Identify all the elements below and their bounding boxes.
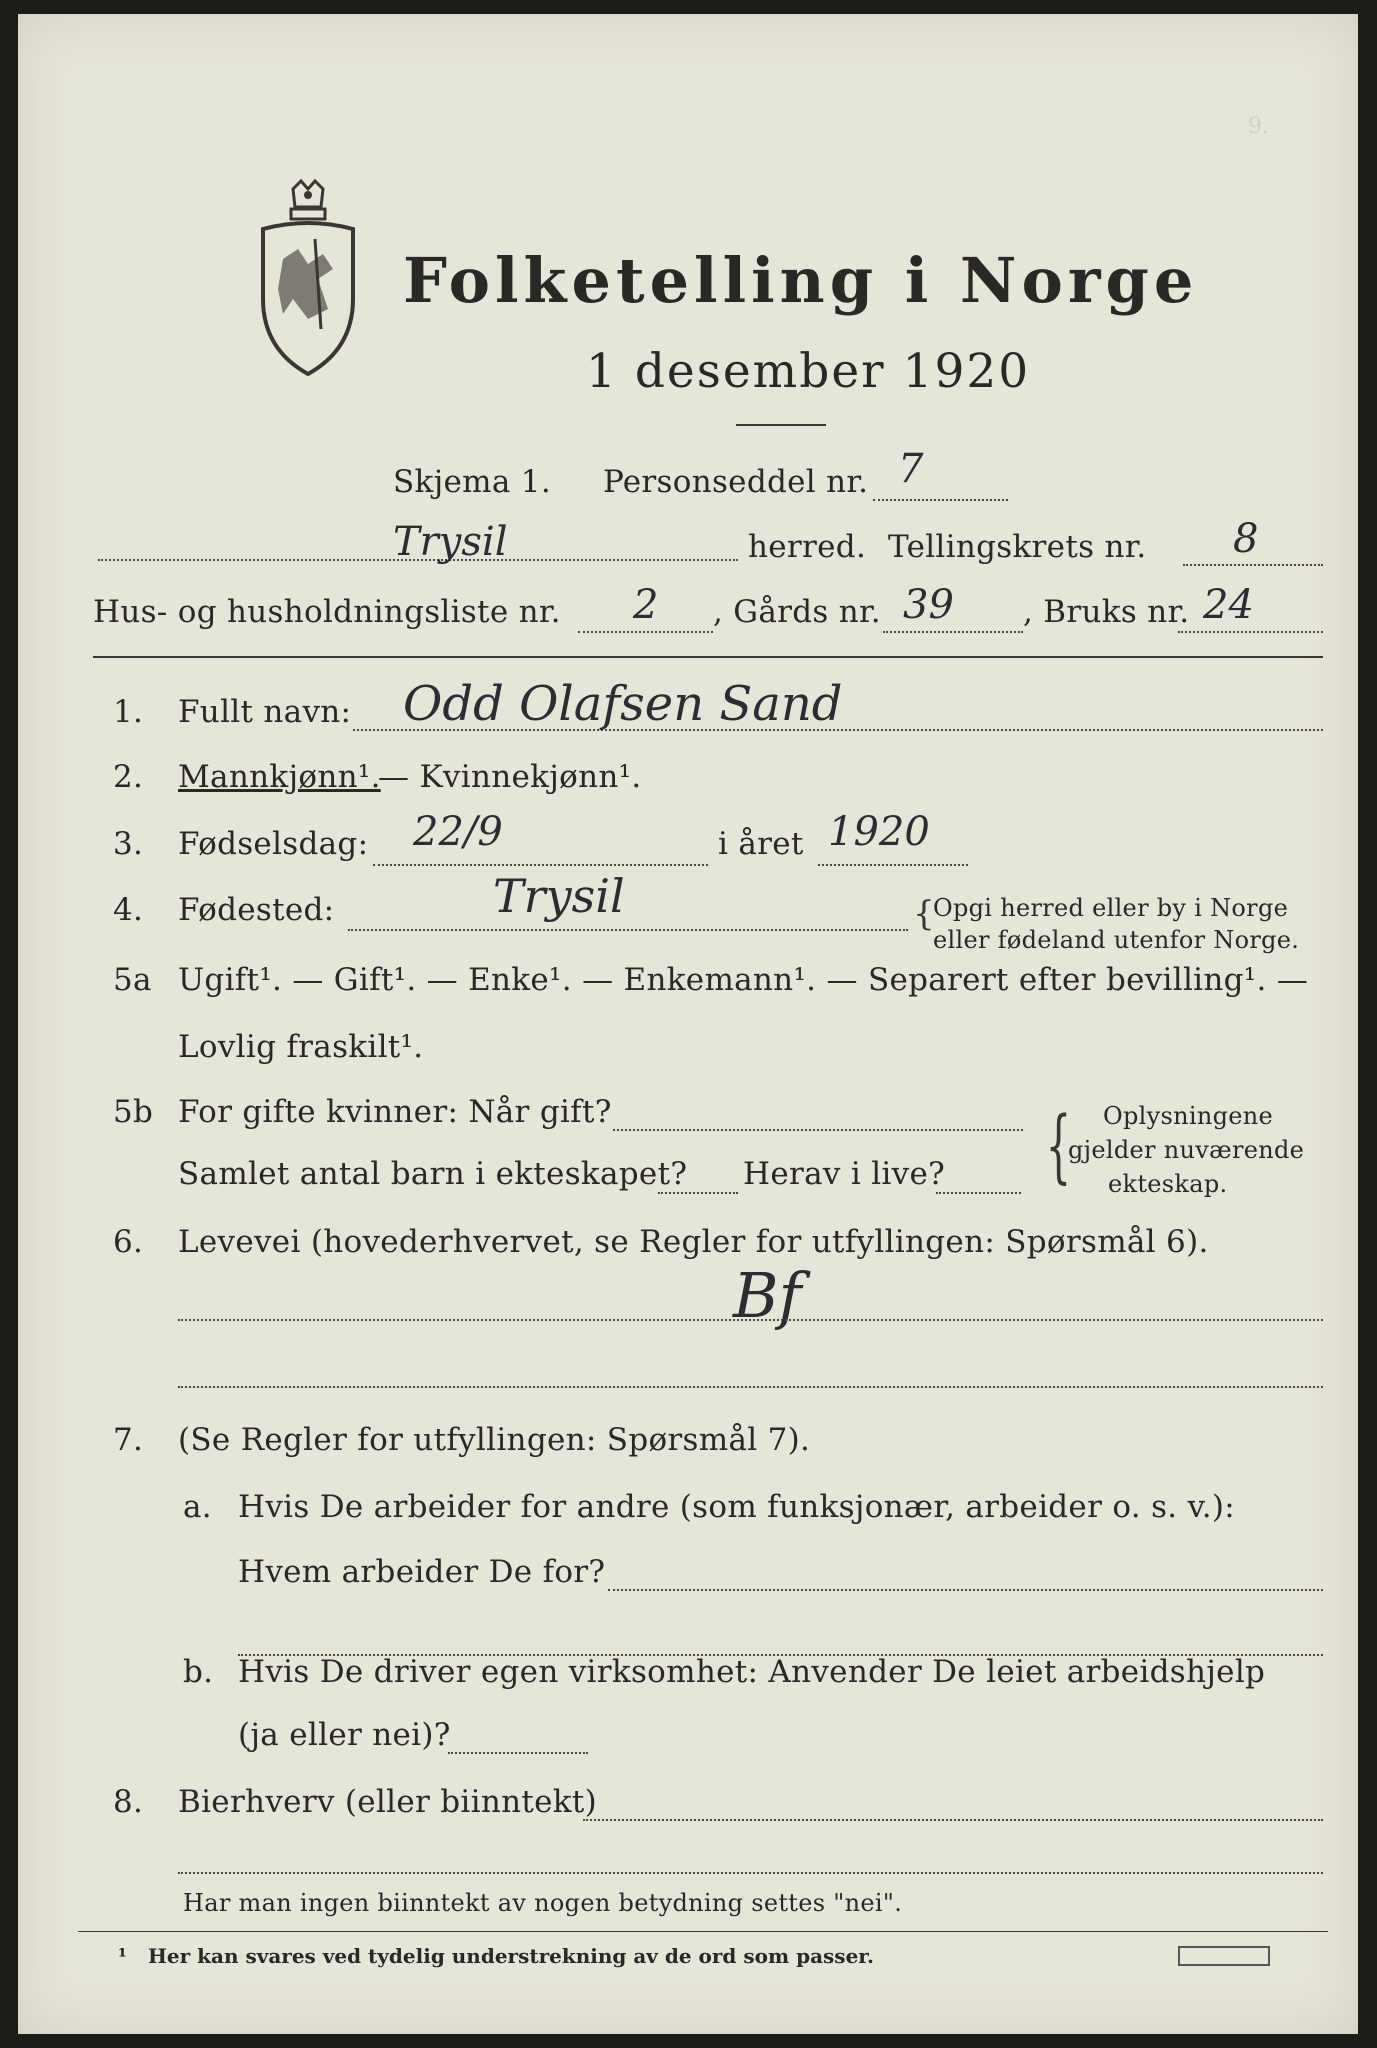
q5b-note-brace: { bbox=[1045, 1099, 1072, 1192]
personseddel-label: Personseddel nr. bbox=[603, 464, 869, 500]
q6-line2 bbox=[178, 1386, 1323, 1388]
q7b-line2: (ja eller nei)? bbox=[238, 1717, 451, 1753]
q1-full-name-value[interactable]: Odd Olafsen Sand bbox=[403, 676, 843, 732]
q3-label: Fødselsdag: bbox=[178, 826, 369, 862]
q6-line1 bbox=[178, 1319, 1323, 1321]
footer-rule bbox=[78, 1931, 1328, 1932]
q1-number: 1. bbox=[113, 694, 144, 730]
skjema-label: Skjema 1. bbox=[393, 464, 551, 500]
tellingskrets-value[interactable]: 8 bbox=[1233, 516, 1259, 562]
q7a-line1: Hvis De arbeider for andre (som funksjonær, arbeider o. s. v.): bbox=[238, 1489, 1236, 1525]
q2-female-option[interactable]: — Kvinnekjønn¹. bbox=[378, 759, 642, 795]
footnote-marker: ¹ bbox=[118, 1944, 127, 1968]
q4-line bbox=[348, 929, 908, 931]
q4-note-line2: eller fødeland utenfor Norge. bbox=[933, 926, 1300, 954]
q5b-number: 5b bbox=[113, 1094, 154, 1130]
q8-line2 bbox=[178, 1872, 1323, 1874]
q7a-employer-line bbox=[608, 1589, 1323, 1591]
q8-label: Bierhverv (eller biinntekt) bbox=[178, 1784, 598, 1820]
tellingskrets-line bbox=[1183, 564, 1323, 566]
q7-label: (Se Regler for utfyllingen: Spørsmål 7). bbox=[178, 1422, 811, 1458]
q4-note-brace: { bbox=[913, 894, 935, 934]
q5b-children-label: Samlet antal barn i ekteskapet? bbox=[178, 1156, 688, 1192]
coat-of-arms-icon bbox=[253, 179, 363, 379]
q5b-alive-label: Herav i live? bbox=[743, 1156, 946, 1192]
q4-number: 4. bbox=[113, 892, 144, 928]
gards-value[interactable]: 39 bbox=[903, 582, 954, 628]
gards-label: , Gårds nr. bbox=[713, 594, 881, 630]
q7a-employer-label: Hvem arbeider De for? bbox=[238, 1554, 606, 1590]
q5a-divorced-option[interactable]: Lovlig fraskilt¹. bbox=[178, 1029, 424, 1065]
q3-date-line bbox=[373, 864, 708, 866]
gards-line bbox=[883, 631, 1023, 633]
q5a-number: 5a bbox=[113, 962, 152, 998]
q4-birthplace-value[interactable]: Trysil bbox=[493, 869, 625, 923]
q6-number: 6. bbox=[113, 1224, 144, 1260]
q7a-letter: a. bbox=[183, 1489, 212, 1525]
q4-label: Fødested: bbox=[178, 892, 335, 928]
herred-value[interactable]: Trysil bbox=[393, 519, 508, 565]
q5b-note-line1: Oplysningene bbox=[1103, 1102, 1274, 1130]
q5a-marital-options[interactable]: Ugift¹. — Gift¹. — Enke¹. — Enkemann¹. — Separert efter bevilling¹. — bbox=[178, 962, 1309, 998]
bruks-value[interactable]: 24 bbox=[1203, 582, 1254, 628]
q2-male-option[interactable]: Mannkjønn¹. bbox=[178, 759, 381, 795]
bruks-line bbox=[1178, 631, 1323, 633]
personseddel-value[interactable]: 7 bbox=[898, 446, 924, 492]
q5b-note-line2: gjelder nuværende bbox=[1068, 1136, 1305, 1164]
q5b-note-line3: ekteskap. bbox=[1108, 1170, 1228, 1198]
footnote-text: Her kan svares ved tydelig understrekning av de ord som passer. bbox=[148, 1944, 874, 1968]
printer-stamp-icon bbox=[1178, 1946, 1270, 1966]
hus-value[interactable]: 2 bbox=[633, 582, 659, 628]
q4-note-line1: Opgi herred eller by i Norge bbox=[933, 894, 1289, 922]
q6-occupation-value[interactable]: Bf bbox=[733, 1259, 802, 1332]
bleed-through-text: 9. bbox=[1248, 114, 1269, 139]
q8-line1 bbox=[583, 1819, 1323, 1821]
title-divider bbox=[736, 424, 826, 426]
q6-label: Levevei (hovederhvervet, se Regler for utfyllingen: Spørsmål 6). bbox=[178, 1224, 1209, 1260]
hus-line bbox=[578, 631, 713, 633]
bruks-label: , Bruks nr. bbox=[1023, 594, 1190, 630]
q3-year-value[interactable]: 1920 bbox=[828, 809, 930, 855]
q7b-letter: b. bbox=[183, 1654, 214, 1690]
personseddel-line bbox=[873, 499, 1008, 501]
q8-note: Har man ingen biinntekt av nogen betydning settes "nei". bbox=[183, 1889, 903, 1917]
q5b-when-married-label: For gifte kvinner: Når gift? bbox=[178, 1094, 612, 1130]
census-date: 1 desember 1920 bbox=[586, 344, 1031, 399]
header-rule bbox=[93, 656, 1323, 658]
q5b-alive-line bbox=[936, 1192, 1021, 1194]
q7-number: 7. bbox=[113, 1422, 144, 1458]
q7b-answer-line bbox=[448, 1752, 588, 1754]
hus-label: Hus- og husholdningsliste nr. bbox=[93, 594, 561, 630]
q1-label: Fullt navn: bbox=[178, 694, 352, 730]
q7b-line1: Hvis De driver egen virksomhet: Anvender De leiet arbeidshjelp bbox=[238, 1654, 1266, 1690]
q5b-when-married-line bbox=[613, 1129, 1023, 1131]
form-title: Folketelling i Norge bbox=[403, 244, 1199, 317]
tellingskrets-label: Tellingskrets nr. bbox=[888, 529, 1147, 565]
q5b-children-line bbox=[658, 1192, 738, 1194]
q3-birthday-value[interactable]: 22/9 bbox=[413, 809, 503, 855]
q2-number: 2. bbox=[113, 759, 144, 795]
q3-number: 3. bbox=[113, 826, 144, 862]
q3-year-label: i året bbox=[718, 826, 804, 862]
q8-number: 8. bbox=[113, 1784, 144, 1820]
census-form-page bbox=[18, 14, 1358, 2034]
q3-year-line bbox=[818, 864, 968, 866]
herred-label: herred. bbox=[748, 529, 867, 565]
